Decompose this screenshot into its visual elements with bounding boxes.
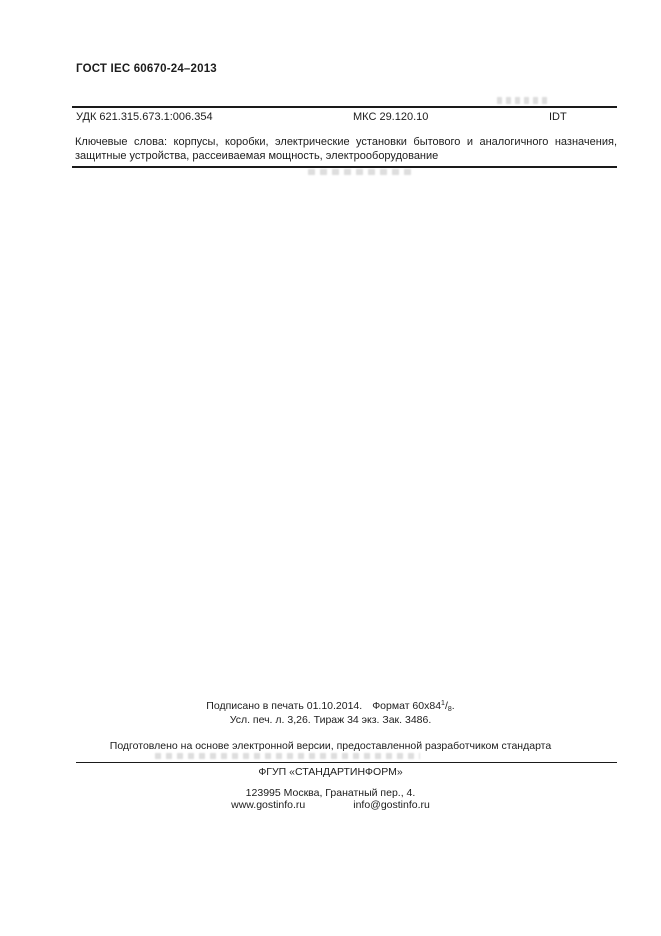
publisher-email: info@gostinfo.ru — [353, 799, 430, 811]
signed-to-print-text: Подписано в печать 01.10.2014. — [206, 700, 363, 712]
format-prefix: Формат 60x84 — [372, 700, 442, 712]
publisher-address: 123995 Москва, Гранатный пер., 4. — [245, 786, 416, 799]
format-fraction-slash: / — [444, 700, 448, 712]
imprint-block — [0, 700, 661, 727]
format-period: . — [451, 700, 455, 712]
standard-designation: ГОСТ IEC 60670-24–2013 — [76, 63, 217, 75]
edition-info-line: Усл. печ. л. 3,26. Тираж 34 экз. Зак. 3486. — [229, 714, 432, 726]
keywords-paragraph: Ключевые слова: корпусы, коробки, электрические установки бытового и аналогичного назначения, защитные устройства, рассеиваемая мощность, электрооборудование — [75, 136, 617, 162]
publisher-contacts — [0, 799, 661, 812]
format-fraction-denominator: 8 — [447, 706, 452, 713]
horizontal-rule-middle — [72, 166, 617, 168]
format-fraction-numerator: 1 — [441, 700, 445, 707]
scan-artifact — [497, 97, 549, 104]
publisher-block — [0, 766, 661, 812]
horizontal-rule-top — [72, 106, 617, 108]
publisher-website: www.gostinfo.ru — [231, 799, 306, 811]
horizontal-rule-bottom — [76, 762, 617, 763]
prepared-note: Подготовлено на основе электронной версии, предоставленной разработчиком стандарта — [109, 740, 552, 752]
paper-format-text — [372, 700, 454, 712]
idt-label: IDT — [549, 111, 567, 123]
udk-code: УДК 621.315.673.1:006.354 — [76, 111, 213, 123]
print-date-format-line — [0, 700, 661, 714]
scan-artifact — [155, 753, 420, 759]
scan-artifact — [308, 169, 412, 175]
publisher-name: ФГУП «СТАНДАРТИНФОРМ» — [258, 766, 403, 778]
mks-code: МКС 29.120.10 — [353, 111, 429, 123]
